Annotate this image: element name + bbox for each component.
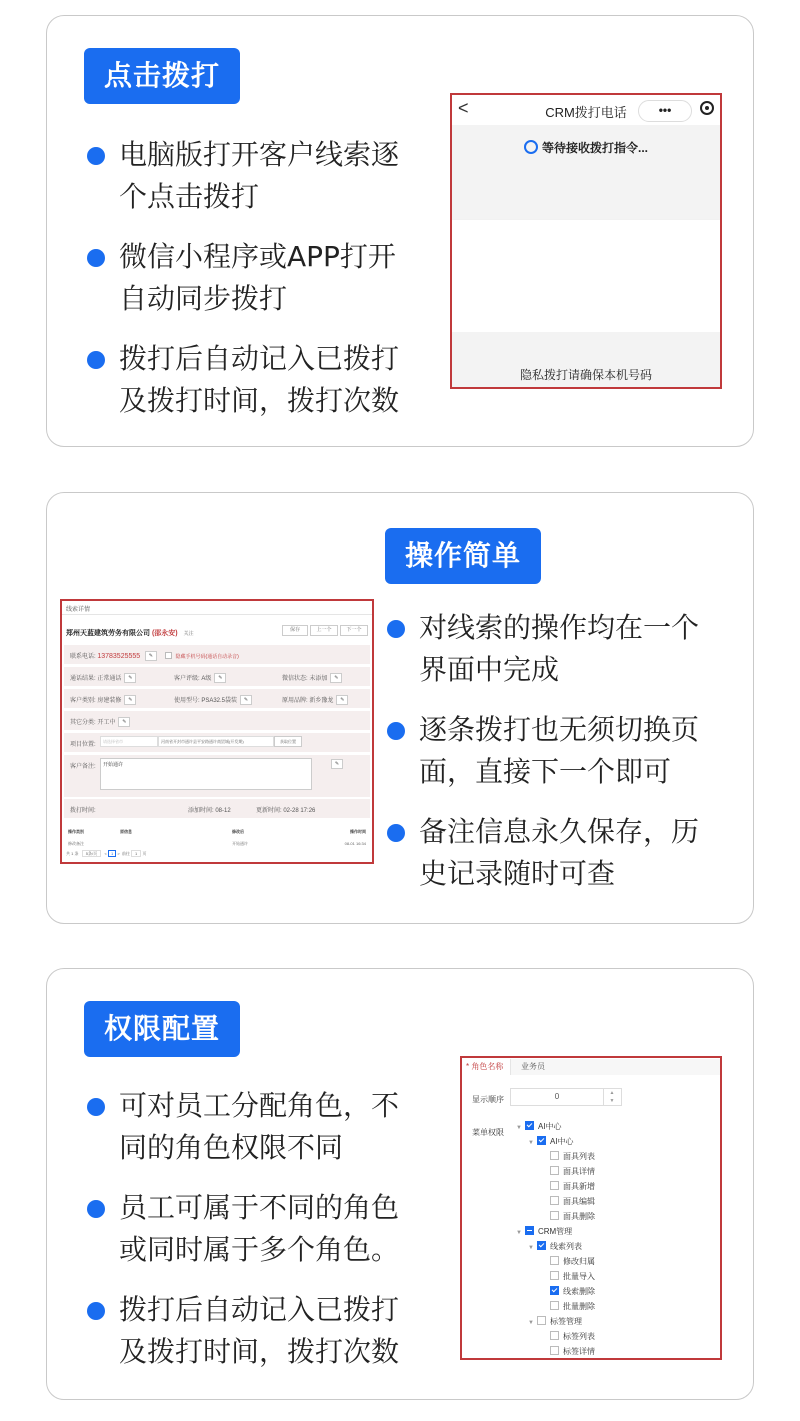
role-config-screenshot xyxy=(460,1056,722,1360)
remark-label: 客户备注: xyxy=(70,764,96,770)
phone-call-screenshot xyxy=(450,93,722,389)
call-icon[interactable]: ✎ xyxy=(145,651,157,661)
edit-icon[interactable]: ✎ xyxy=(214,673,226,683)
tree-node[interactable] xyxy=(550,1346,595,1357)
permission-checkbox[interactable] xyxy=(550,1196,559,1205)
permission-checkbox[interactable] xyxy=(550,1286,559,1295)
table-header-cell: 操作时间 xyxy=(350,829,366,834)
hide-number-checkbox[interactable] xyxy=(165,652,172,659)
feature-item: 电脑版打开客户线索逐 个点击拨打 xyxy=(87,134,447,218)
tree-node-label: 修改归属 xyxy=(563,1257,595,1266)
permission-checkbox[interactable] xyxy=(550,1271,559,1280)
page-size-select[interactable]: 5条/页 xyxy=(82,850,101,857)
permission-checkbox[interactable] xyxy=(550,1346,559,1355)
feature-item: 微信小程序或APP打开 自动同步拨打 xyxy=(87,236,447,320)
customer-eval-field: 客户评级: A级 ✎ xyxy=(174,673,226,683)
feature-item: 对线索的操作均在一个 界面中完成 xyxy=(387,607,747,691)
tree-node[interactable] xyxy=(516,1121,562,1132)
tree-node-label: CRM管理 xyxy=(537,1227,573,1236)
tree-node-label: 面具列表 xyxy=(563,1152,595,1161)
next-button[interactable]: 下一个 xyxy=(340,625,368,636)
tree-node-label: 面具删除 xyxy=(563,1212,595,1221)
phone-title: CRM拨打电话 xyxy=(545,105,627,120)
table-header-cell: 操作类别 xyxy=(68,829,84,834)
feature-item: 拨打后自动记入已拨打 及拨打时间，拨打次数 xyxy=(87,1289,447,1373)
permission-checkbox[interactable] xyxy=(550,1181,559,1190)
card-permission-config xyxy=(46,968,754,1400)
brand-field: 原用品牌: 新乡豫龙 ✎ xyxy=(282,695,348,705)
permission-checkbox[interactable] xyxy=(537,1241,546,1250)
tree-node-label: 标签列表 xyxy=(563,1332,595,1341)
more-menu-button[interactable]: ••• xyxy=(638,100,692,122)
waiting-status: 等待接收拨打指令... xyxy=(452,139,720,156)
edit-icon[interactable]: ✎ xyxy=(330,673,342,683)
role-name-label: * 角色名称 xyxy=(466,1062,504,1071)
permission-checkbox[interactable] xyxy=(537,1316,546,1325)
table-header-cell: 原信息 xyxy=(120,829,132,834)
tree-node[interactable] xyxy=(516,1226,572,1237)
remark-textarea[interactable]: 开始通许 xyxy=(100,758,312,790)
permission-checkbox[interactable] xyxy=(550,1151,559,1160)
edit-icon[interactable]: ✎ xyxy=(240,695,252,705)
badge-click-to-call: 点击拨打 xyxy=(84,48,240,104)
permission-checkbox[interactable] xyxy=(525,1121,534,1130)
wechat-status-field: 微信状态: 未添加 ✎ xyxy=(282,673,342,683)
feature-item: 可对员工分配角色，不 同的角色权限不同 xyxy=(87,1085,447,1169)
tree-node[interactable] xyxy=(528,1316,582,1327)
expand-arrow-icon[interactable]: ▼ xyxy=(528,1245,534,1251)
tree-node[interactable] xyxy=(550,1166,595,1177)
order-input[interactable]: 0 xyxy=(510,1088,604,1106)
current-page[interactable]: 1 xyxy=(108,850,116,857)
feature-item: 员工可属于不同的角色 或同时属于多个角色。 xyxy=(87,1187,447,1271)
add-time-field: 添加时间: 08-12 xyxy=(188,808,231,814)
tree-node-label: 面具新增 xyxy=(563,1182,595,1191)
lead-detail-screenshot: 线索详情 郑州天蓝建筑劳务有限公司 (邵永安) 关注 保存 上一个 下一个 联系电话: 13783525555 ✎ 隐藏手机号码(通话自动录音) 通话结果: 正常通话 ✎ 客户评级: A级 ✎ 微信状态: 未添加 ✎ 客户类别: 房建装修 ✎ 使用型号: PSA32.5袋装 ✎ 原用品牌: 新乡豫龙 ✎ 其它分类: 开工中 ✎ 项目位置: 请选择省市 河南省开封市通许县平安路通许商贸城(开发期) 获取位置 客户备注: 开始通许 ✎ 拨打时间: 添加时间: 08-12 更新时间: 02-28 17:26 操作类别 原信息 修改后 操作时间 修改备注 开始通许 08-01 16:34 共 1 条 5条/页 < 1 > 前往 1 页 xyxy=(60,599,374,864)
prev-page-button[interactable]: < xyxy=(104,851,107,856)
edit-icon[interactable]: ✎ xyxy=(124,673,136,683)
tree-node-label: 批量删除 xyxy=(563,1302,595,1311)
tree-node[interactable] xyxy=(528,1136,574,1147)
privacy-notice: 隐私拨打请确保本机号码 xyxy=(519,368,652,382)
call-result-field: 通话结果: 正常通话 ✎ xyxy=(70,673,136,683)
address-input[interactable]: 河南省开封市通许县平安路通许商贸城(开发期) xyxy=(158,736,274,747)
tree-node[interactable] xyxy=(550,1301,595,1312)
expand-arrow-icon[interactable]: ▼ xyxy=(516,1125,522,1131)
tree-node[interactable] xyxy=(550,1286,595,1297)
lead-detail-header: 线索详情 xyxy=(66,607,91,613)
project-label: 项目位置: xyxy=(70,742,96,748)
card-easy-operation xyxy=(46,492,754,924)
expand-arrow-icon[interactable]: ▼ xyxy=(528,1140,534,1146)
edit-icon[interactable]: ✎ xyxy=(336,695,348,705)
tree-node-label: 标签管理 xyxy=(549,1317,582,1326)
other-category-field: 其它分类: 开工中 ✎ xyxy=(70,717,130,727)
feature-item: 拨打后自动记入已拨打 及拨打时间，拨打次数 xyxy=(87,338,447,422)
phone-field: 联系电话: 13783525555 ✎ 隐藏手机号码(通话自动录音) xyxy=(70,653,239,660)
locate-button[interactable]: 获取位置 xyxy=(274,736,302,747)
order-stepper[interactable]: ▲ ▼ xyxy=(603,1088,622,1106)
tree-node-label: 标签详情 xyxy=(563,1347,595,1356)
feature-list-easy-operation xyxy=(387,607,747,913)
next-page-button[interactable]: > xyxy=(117,851,120,856)
tree-node-label: 批量导入 xyxy=(563,1272,595,1281)
role-name-input[interactable]: 业务员 xyxy=(510,1059,720,1075)
tree-node[interactable] xyxy=(550,1181,595,1192)
tree-node-label: 面具详情 xyxy=(563,1167,595,1176)
close-target-icon[interactable] xyxy=(700,101,714,115)
expand-arrow-icon[interactable]: ▼ xyxy=(516,1230,522,1236)
permission-checkbox[interactable] xyxy=(550,1331,559,1340)
tree-node-label: AI中心 xyxy=(549,1137,574,1146)
badge-permission-config: 权限配置 xyxy=(84,1001,240,1057)
tree-node-label: 线索删除 xyxy=(563,1287,595,1296)
tree-node[interactable] xyxy=(550,1151,595,1162)
save-button[interactable]: 保存 xyxy=(282,625,308,636)
order-label: 显示顺序 xyxy=(472,1095,504,1104)
permission-checkbox[interactable] xyxy=(550,1256,559,1265)
expand-arrow-icon[interactable]: ▼ xyxy=(528,1320,534,1326)
edit-icon[interactable]: ✎ xyxy=(124,695,136,705)
feature-item: 备注信息永久保存，历 史记录随时可查 xyxy=(387,811,747,895)
phone-nav-bar xyxy=(452,95,720,125)
menu-permission-label: 菜单权限 xyxy=(472,1128,504,1137)
call-time-field: 拨打时间: xyxy=(70,808,96,814)
badge-easy-operation: 操作简单 xyxy=(385,528,541,584)
model-field: 使用型号: PSA32.5袋装 ✎ xyxy=(174,695,252,705)
feature-item: 逐条拨打也无须切换页 面，直接下一个即可 xyxy=(387,709,747,793)
clock-icon xyxy=(524,140,538,154)
feature-list-click-to-call xyxy=(87,134,447,440)
tree-node-label: 线索列表 xyxy=(549,1242,582,1251)
tree-node[interactable] xyxy=(550,1271,595,1282)
permission-checkbox[interactable] xyxy=(550,1211,559,1220)
tree-node-label: AI中心 xyxy=(537,1122,562,1131)
edit-icon[interactable]: ✎ xyxy=(331,759,343,769)
company-name: 郑州天蓝建筑劳务有限公司 (邵永安) 关注 xyxy=(66,630,194,637)
table-header-cell: 修改后 xyxy=(232,829,244,834)
update-time-field: 更新时间: 02-28 17:26 xyxy=(256,808,316,814)
goto-page-input[interactable]: 1 xyxy=(131,850,141,857)
card-click-to-call xyxy=(46,15,754,447)
tree-node[interactable] xyxy=(550,1211,595,1222)
pagination: 共 1 条 5条/页 < 1 > 前往 1 页 xyxy=(66,851,147,856)
tree-node[interactable] xyxy=(528,1241,582,1252)
phone-content-panel xyxy=(452,220,720,332)
tree-node[interactable] xyxy=(550,1331,595,1342)
feature-list-permission xyxy=(87,1085,447,1391)
permission-checkbox[interactable] xyxy=(525,1226,534,1235)
customer-type-field: 客户类别: 房建装修 ✎ xyxy=(70,695,136,705)
permission-checkbox[interactable] xyxy=(550,1166,559,1175)
tree-node-label: 面具编辑 xyxy=(563,1197,595,1206)
tree-node[interactable] xyxy=(550,1256,595,1267)
divider xyxy=(62,614,372,615)
prev-button[interactable]: 上一个 xyxy=(310,625,338,636)
tree-node[interactable] xyxy=(550,1196,595,1207)
permission-checkbox[interactable] xyxy=(537,1136,546,1145)
province-select[interactable]: 请选择省市 xyxy=(100,736,158,747)
permission-checkbox[interactable] xyxy=(550,1301,559,1310)
edit-icon[interactable]: ✎ xyxy=(118,717,130,727)
back-icon[interactable]: < xyxy=(458,98,469,118)
